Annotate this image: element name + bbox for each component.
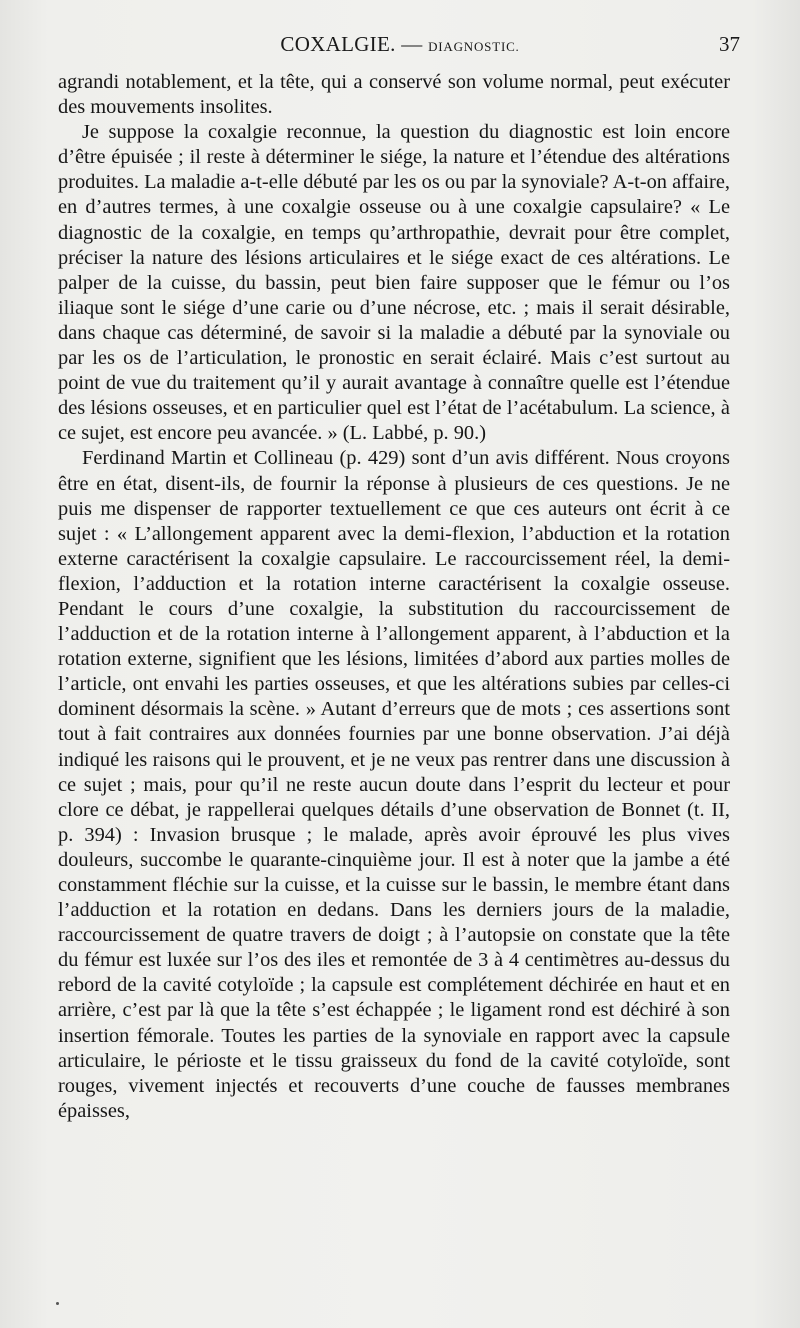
paper-speck <box>56 1302 59 1305</box>
body-text <box>58 70 730 1124</box>
running-title-dash: — <box>401 32 423 56</box>
running-header <box>60 32 740 62</box>
running-title-sub: DIAGNOSTIC. <box>428 39 520 54</box>
running-title <box>60 32 740 57</box>
running-title-main: COXALGIE. <box>280 32 396 56</box>
paragraph-continued: agrandi notablement, et la tête, qui a conservé son volume normal, peut exécuter des mouvements insolites. <box>58 71 730 119</box>
paragraph: Ferdinand Martin et Collineau (p. 429) sont d’un avis différent. Nous croyons être en état, disent-ils, de fournir la réponse à plusieurs de ces questions. Je ne puis me dispenser de rapporter textuellement ce que ces auteurs ont écrit à ce sujet : « L’allongement apparent avec la demi-flexion, l’abduction et la rotation externe caractérisent la coxalgie capsulaire. Le raccourcissement réel, la demi-flexion, l’adduction et la rotation interne caractérisent la coxalgie osseuse. Pendant le cours d’une coxalgie, la substitution du raccourcissement de l’adduction et de la rotation interne à l’allongement apparent, à l’abduction et la rotation externe, signifient que les lésions, limitées d’abord aux parties molles de l’article, ont envahi les parties osseuses, et que les altérations subies par celles-ci dominent désormais la scène. » Autant d’erreurs que de mots ; ces assertions sont tout à fait contraires aux données fournies par une bonne observation. J’ai déjà indiqué les raisons qui le prouvent, et je ne veux pas rentrer dans une discussion à ce sujet ; mais, pour qu’il ne reste aucun doute dans l’esprit du lecteur et pour clore ce débat, je rappellerai quelques détails d’une observation de Bonnet (t. II, p. 394) : Invasion brusque ; le malade, après avoir éprouvé les plus vives douleurs, succombe le quarante-cinquième jour. Il est à noter que la jambe a été constamment fléchie sur la cuisse, et la cuisse sur le bassin, le membre étant dans l’adduction et la rotation en dedans. Dans les derniers jours de la maladie, raccourcissement de quatre travers de doigt ; à l’autopsie on constate que la tête du fémur est luxée sur l’os des iles et remontée de 3 à 4 centimètres au-dessus du rebord de la cavité cotyloïde ; la capsule est complétement déchirée en haut et en arrière, c’est par là que la tête s’est échappée ; le ligament rond est déchiré à son insertion fémorale. Toutes les parties de la synoviale en rapport avec la capsule articulaire, le périoste et le tissu graisseux du fond de la cavité cotyloïde, sont rouges, vivement injectés et recouverts d’une couche de fausses membranes épaisses, <box>58 447 730 1122</box>
page-number: 37 <box>719 32 740 56</box>
paragraph: Je suppose la coxalgie reconnue, la question du diagnostic est loin encore d’être épuisée ; il reste à déterminer le siége, la nature et l’étendue des altérations produites. La maladie a-t-elle débuté par les os ou par la synoviale? A-t-on affaire, en d’autres termes, à une coxalgie osseuse ou à une coxalgie capsulaire? « Le diagnostic de la coxalgie, en temps qu’arthropathie, devrait pour être complet, préciser la nature des lésions articulaires et le siége exact de ces altérations. Le palper de la cuisse, du bassin, peut bien faire supposer que le fémur ou l’os iliaque sont le siége d’une carie ou d’une nécrose, etc. ; mais il serait désirable, dans chaque cas déterminé, de savoir si la maladie a débuté par la synoviale ou par les os de l’articulation, le pronostic en serait éclairé. Mais c’est surtout au point de vue du traitement qu’il y aurait avantage à connaître quelle est l’étendue des lésions osseuses, et en particulier quel est l’état de l’acétabulum. La science, à ce sujet, est encore peu avancée. » (L. Labbé, p. 90.) <box>58 121 730 445</box>
